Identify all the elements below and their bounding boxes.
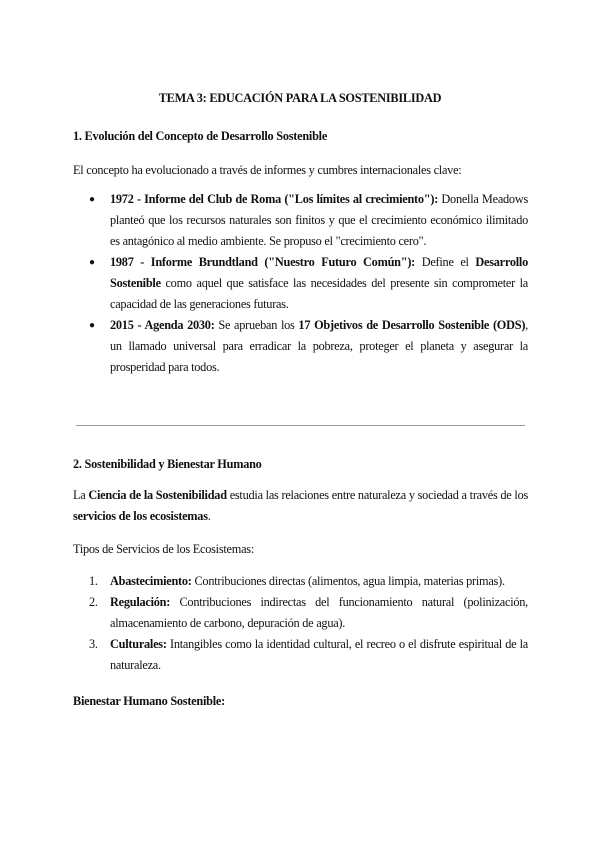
bullet-icon: ● bbox=[89, 194, 95, 205]
item-text: Contribuciones indirectas del funcionamiento natural (polinización, almacenamiento de carbono, depuración de agua). bbox=[110, 595, 528, 630]
item-bold: 1972 - Informe del Club de Roma ("Los límites al crecimiento"): bbox=[110, 192, 439, 206]
item-bold: Regulación: bbox=[110, 595, 171, 609]
list-item bbox=[73, 315, 528, 378]
item-bold: Abastecimiento: bbox=[110, 574, 192, 588]
milestones-list bbox=[73, 189, 528, 378]
item-number: 3. bbox=[89, 637, 98, 651]
paragraph-bold-term: Ciencia de la Sostenibilidad bbox=[88, 488, 227, 502]
bullet-icon: ● bbox=[89, 320, 95, 331]
item-bold: Culturales: bbox=[110, 637, 167, 651]
horizontal-divider bbox=[76, 425, 525, 426]
section-2-heading: 2. Sostenibilidad y Bienestar Humano bbox=[73, 457, 262, 471]
item-text: Se aprueban los bbox=[214, 318, 299, 332]
list-item bbox=[73, 592, 528, 634]
bullet-icon: ● bbox=[89, 257, 95, 268]
item-text: Define el bbox=[415, 255, 476, 269]
item-text: Contribuciones directas (alimentos, agua limpia, materias primas). bbox=[191, 574, 505, 588]
item-bold: 1987 - Informe Brundtland ("Nuestro Futuro Común"): bbox=[110, 255, 416, 269]
section-1-intro: El concepto ha evolucionado a través de informes y cumbres internacionales clave: bbox=[73, 163, 462, 177]
section-1-heading: 1. Evolución del Concepto de Desarrollo Sostenible bbox=[73, 129, 328, 143]
section-2-paragraph bbox=[73, 485, 528, 527]
item-number: 1. bbox=[89, 574, 98, 588]
item-bold-term: Desarrollo Sostenible bbox=[110, 255, 528, 290]
paragraph-text: . bbox=[207, 509, 211, 523]
list-item bbox=[73, 571, 528, 592]
ecosystem-types-list bbox=[73, 571, 528, 676]
document-title: TEMA 3: EDUCACIÓN PARA LA SOSTENIBILIDAD bbox=[158, 91, 442, 105]
list-item bbox=[73, 189, 528, 252]
item-text: , un llamado universal para erradicar la pobreza, proteger el planeta y asegurar la prosperidad para todos. bbox=[110, 318, 528, 374]
sustainable-wellbeing-heading: Bienestar Humano Sostenible: bbox=[73, 694, 225, 708]
paragraph-text: estudia las relaciones entre naturaleza y sociedad a través de los bbox=[226, 488, 529, 502]
ecosystem-types-intro: Tipos de Servicios de los Ecosistemas: bbox=[73, 542, 254, 556]
item-text: como aquel que satisface las necesidades del presente sin comprometer la capacidad de las generaciones futuras. bbox=[110, 276, 528, 311]
list-item bbox=[73, 252, 528, 315]
item-text: Donella Meadows planteó que los recursos naturales son finitos y que el crecimiento económico ilimitado es antagónico al medio ambiente. Se propuso el "crecimiento cero". bbox=[110, 192, 528, 248]
paragraph-bold-term: servicios de los ecosistemas bbox=[73, 509, 208, 523]
item-number: 2. bbox=[89, 595, 98, 609]
item-bold: 2015 - Agenda 2030: bbox=[110, 318, 215, 332]
item-text: Intangibles como la identidad cultural, el recreo o el disfrute espiritual de la naturaleza. bbox=[110, 637, 528, 672]
paragraph-text: La bbox=[73, 488, 89, 502]
list-item bbox=[73, 634, 528, 676]
item-bold-term: 17 Objetivos de Desarrollo Sostenible (ODS) bbox=[298, 318, 526, 332]
